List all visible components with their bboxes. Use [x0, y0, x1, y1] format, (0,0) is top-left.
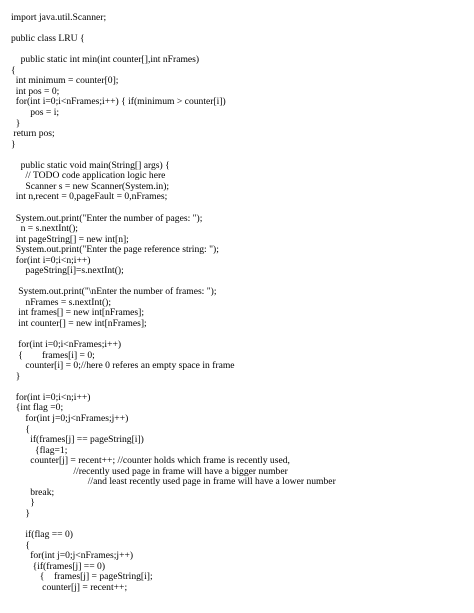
code-line: if(frames[j] == pageString[i]) — [11, 434, 144, 445]
code-line: } — [11, 497, 35, 509]
code-line: if(flag == 0) — [11, 529, 73, 540]
code-line: //and least recently used page in frame will have a lower number — [11, 476, 336, 488]
code-line: {int flag =0; — [11, 402, 64, 414]
code-line: //recently used page in frame will have a bigger number — [11, 465, 288, 477]
code-line: for(int i=0;i<nFrames;i++) — [11, 339, 122, 351]
code-line: counter[j] = recent++; //counter holds which frame is recently used, — [11, 455, 290, 467]
code-line: nFrames = s.nextInt(); — [11, 296, 111, 308]
code-line: {if(frames[j] == 0) — [11, 560, 106, 572]
code-line: public static void main(String[] args) { — [11, 159, 170, 171]
code-line: public class LRU { — [11, 33, 85, 45]
code-line: } — [11, 117, 21, 129]
code-line: Scanner s = new Scanner(System.in); — [11, 180, 170, 192]
code-line: { — [11, 64, 16, 76]
code-line: counter[j] = recent++; — [11, 581, 128, 593]
code-line: { frames[j] = pageString[i]; — [11, 571, 153, 583]
code-line: import java.util.Scanner; — [11, 12, 107, 23]
code-line: pageString[i]=s.nextInt(); — [11, 265, 124, 277]
code-line: pos = i; — [11, 107, 60, 118]
code-line: int counter[] = new int[nFrames]; — [11, 318, 147, 329]
code-line: System.out.print("\nEnter the number of frames: "); — [11, 286, 217, 298]
code-line: { — [11, 539, 30, 551]
code-line: int pos = 0; — [11, 85, 60, 97]
code-line: { — [11, 423, 30, 435]
code-line: int minimum = counter[0]; — [11, 75, 119, 87]
code-line: System.out.print("Enter the page reference string: "); — [11, 244, 219, 256]
code-line: for(int j=0;j<nFrames;j++) — [11, 412, 129, 424]
code-line: for(int i=0;i<nFrames;i++) { if(minimum > counter[i]) — [11, 96, 226, 108]
code-line: counter[i] = 0;//here 0 referes an empty space in frame — [11, 360, 235, 372]
code-line: {flag=1; — [11, 444, 68, 456]
code-line: int pageString[] = new int[n]; — [11, 233, 129, 245]
code-line: // TODO code application logic here — [11, 170, 166, 182]
code-line: int frames[] = new int[nFrames]; — [11, 307, 145, 319]
code-line: for(int i=0;i<n;i++) — [11, 391, 91, 403]
code-line: break; — [11, 486, 55, 498]
code-line: int n,recent = 0,pageFault = 0,nFrames; — [11, 191, 168, 203]
code-line: } — [11, 507, 30, 519]
code-line: return pos; — [11, 128, 55, 140]
code-line: for(int j=0;j<nFrames;j++) — [11, 550, 134, 562]
code-line: n = s.nextInt(); — [11, 223, 78, 234]
code-line: } — [11, 138, 16, 150]
code-line: System.out.print("Enter the number of pages: "); — [11, 212, 203, 224]
code-line: } — [11, 370, 21, 382]
code-line: for(int i=0;i<n;i++) — [11, 254, 91, 266]
code-line: public static int min(int counter[],int nFrames) — [11, 54, 200, 66]
code-line: { frames[i] = 0; — [11, 349, 95, 361]
